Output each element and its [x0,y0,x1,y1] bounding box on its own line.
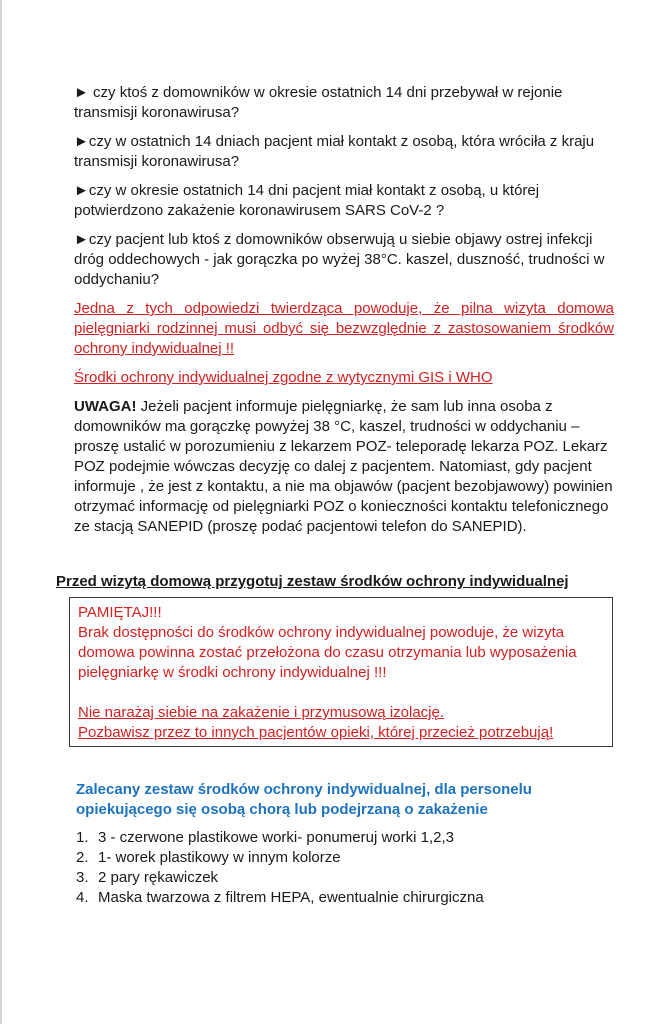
question-text: czy w ostatnich 14 dniach pacjent miał kontakt z osobą, która wróciła z kraju transmisji koronawirusa? [74,133,595,170]
prepare-heading: Przed wizytą domową przygotuj zestaw środków ochrony indywidualnej [56,573,569,590]
list-item: 4. Maska twarzowa z filtrem HEPA, ewentualnie chirurgiczna [76,889,484,906]
list-item: 3. 2 pary rękawiczek [76,869,219,886]
gis-who-note: Środki ochrony indywidualnej zgodne z wytycznymi GIS i WHO [74,369,493,386]
list-item: 1. 3 - czerwone plastikowe worki- ponumeruj worki 1,2,3 [76,829,454,846]
reminder-line-1: Nie narażaj siebie na zakażenie i przymusową izolację. [78,704,445,721]
reminder-text: Brak dostępności do środków ochrony indywidualnej powoduje, że wizyta domowa powinna zostać przełożona do czasu otrzymania lub wyposażenia pielęgniarkę w środki ochrony indywidualnej !!! [78,624,577,681]
main-content [74,83,614,543]
page-edge [0,0,2,1024]
uwaga-paragraph [74,397,614,537]
question-3 [74,181,614,221]
reminder-title: PAMIĘTAJ!!! [78,604,162,621]
question-1 [74,83,614,123]
recommended-heading: Zalecany zestaw środków ochrony indywidualnej, dla personelu opiekującego się osobą chorą lub podejrzaną o zakażenie [76,781,532,818]
arrow-icon: ► [74,84,89,101]
question-4 [74,230,614,290]
question-text: czy w okresie ostatnich 14 dni pacjent miał kontakt z osobą, u której potwierdzono zakażenie koronawirusem SARS CoV-2 ? [74,182,540,219]
reminder-line-2: Pozbawisz przez to innych pacjentów opieki, której przecież potrzebują! [78,724,554,741]
question-2 [74,132,614,172]
warning-paragraph: Jedna z tych odpowiedzi twierdząca powoduje, że pilna wizyta domowa pielęgniarki rodzinnej musi odbyć się bezwzględnie z zastosowaniem środków ochrony indywidualnej !! [74,300,614,357]
uwaga-label: UWAGA! [74,398,137,415]
arrow-icon: ► [74,133,89,150]
reminder-box [69,597,613,747]
question-text: czy ktoś z domowników w okresie ostatnich 14 dni przebywał w rejonie transmisji koronawirusa? [74,84,563,121]
question-text: czy pacjent lub ktoś z domowników obserwują u siebie objawy ostrej infekcji dróg oddechowych - jak gorączka po wyżej 38°C. kaszel, duszność, trudności w oddychaniu? [74,231,605,288]
ppe-list [76,828,606,908]
arrow-icon: ► [74,182,89,199]
arrow-icon: ► [74,231,89,248]
list-item: 2. 1- worek plastikowy w innym kolorze [76,849,341,866]
uwaga-text: Jeżeli pacjent informuje pielęgniarkę, że sam lub inna osoba z domowników ma gorączkę powyżej 38 °C, kaszel, trudności w oddychaniu – proszę ustalić w porozumieniu z lekarzem POZ- teleporadę lekarza POZ. Lekarz POZ podejmie wówczas decyzję co dalej z pacjentem. Natomiast, gdy pacjent informuje , że jest z kontaktu, a nie ma objawów (pacjent bezobjawowy) powinien otrzymać informację od pielęgniarki POZ o konieczności kontaktu telefonicznego ze stacją SANEPID (proszę podać pacjentowi telefon do SANEPID). [74,398,613,535]
